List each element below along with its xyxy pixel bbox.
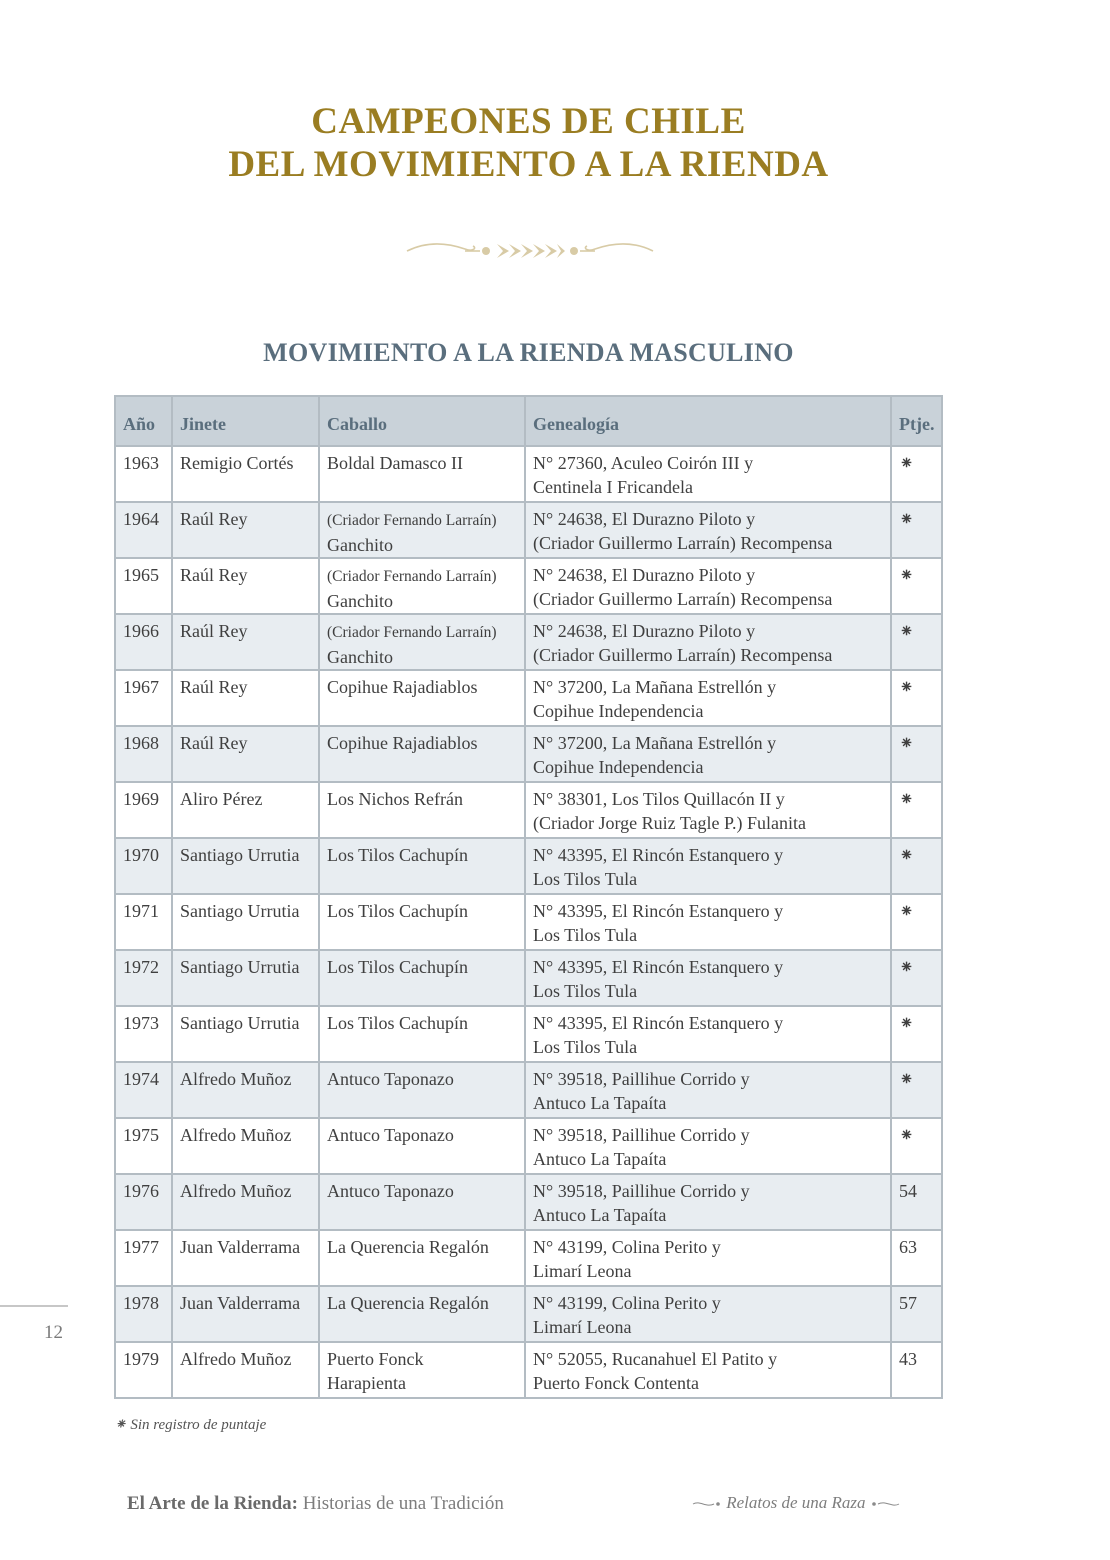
table-row	[115, 670, 942, 726]
cell-score	[891, 502, 942, 558]
cell-year	[115, 1118, 172, 1174]
horse-text: Copihue Rajadiablos	[327, 733, 478, 753]
horse-text: Los Tilos Cachupín	[327, 957, 469, 977]
genealogy-line2: Los Tilos Tula	[533, 981, 638, 1001]
cell-horse	[319, 1118, 525, 1174]
cell-genealogy	[525, 950, 891, 1006]
cell-score	[891, 1062, 942, 1118]
page-title-line1: CAMPEONES DE CHILE	[311, 101, 746, 142]
year-text: 1964	[123, 509, 159, 529]
cell-rider	[172, 838, 319, 894]
rider-text: Alfredo Muñoz	[180, 1125, 292, 1145]
cell-score	[891, 1118, 942, 1174]
table-header-row	[115, 396, 942, 446]
rider-text: Aliro Pérez	[180, 789, 263, 809]
cell-rider	[172, 1342, 319, 1398]
cell-rider	[172, 1230, 319, 1286]
score-text: ⁕	[899, 565, 915, 585]
score-text: ⁕	[899, 1069, 915, 1089]
genealogy-line1: N° 43395, El Rincón Estanquero y	[533, 901, 784, 921]
cell-rider	[172, 1006, 319, 1062]
table-row	[115, 614, 942, 670]
score-text: ⁕	[899, 957, 915, 977]
cell-genealogy	[525, 1118, 891, 1174]
header-rider: Jinete	[172, 396, 319, 446]
rider-text: Raúl Rey	[180, 677, 248, 697]
genealogy-line2: Limarí Leona	[533, 1261, 632, 1281]
cell-score	[891, 1286, 942, 1342]
footnote: ⁕ Sin registro de puntaje	[114, 1417, 267, 1433]
horse-text-line2: Harapienta	[327, 1373, 406, 1393]
rider-text: Santiago Urrutia	[180, 1013, 300, 1033]
table-row	[115, 502, 942, 558]
year-text: 1975	[123, 1125, 159, 1145]
score-text: ⁕	[899, 453, 915, 473]
cell-horse	[319, 1174, 525, 1230]
cell-year	[115, 1286, 172, 1342]
cell-horse	[319, 670, 525, 726]
genealogy-line1: N° 43199, Colina Perito y	[533, 1237, 721, 1257]
genealogy-line2: Los Tilos Tula	[533, 1037, 638, 1057]
genealogy-line1: N° 52055, Rucanahuel El Patito y	[533, 1349, 778, 1369]
cell-year	[115, 1062, 172, 1118]
cell-score	[891, 1174, 942, 1230]
genealogy-line2: Limarí Leona	[533, 1317, 632, 1337]
cell-year	[115, 782, 172, 838]
genealogy-line2: Copihue Independencia	[533, 701, 704, 721]
section-subtitle: MOVIMIENTO A LA RIENDA MASCULINO	[263, 338, 794, 367]
footer-flourish-right-icon	[870, 1499, 900, 1509]
cell-horse	[319, 614, 525, 670]
genealogy-line2: (Criador Guillermo Larraín) Recompensa	[533, 645, 833, 665]
horse-breeder-text: (Criador Fernando Larraín)	[327, 568, 497, 585]
genealogy-line1: N° 43395, El Rincón Estanquero y	[533, 1013, 784, 1033]
cell-horse	[319, 782, 525, 838]
cell-horse	[319, 1006, 525, 1062]
rider-text: Santiago Urrutia	[180, 901, 300, 921]
genealogy-line1: N° 24638, El Durazno Piloto y	[533, 509, 756, 529]
cell-rider	[172, 502, 319, 558]
horse-text: Los Tilos Cachupín	[327, 845, 469, 865]
horse-text: Copihue Rajadiablos	[327, 677, 478, 697]
cell-genealogy	[525, 1062, 891, 1118]
cell-rider	[172, 1174, 319, 1230]
footer-section-label: Relatos de una Raza	[726, 1493, 866, 1512]
cell-horse	[319, 558, 525, 614]
year-text: 1974	[123, 1069, 159, 1089]
rider-text: Santiago Urrutia	[180, 845, 300, 865]
score-text: 43	[899, 1349, 917, 1369]
cell-year	[115, 1174, 172, 1230]
cell-year	[115, 1006, 172, 1062]
footer-section	[692, 1493, 900, 1513]
score-text: ⁕	[899, 509, 915, 529]
page-number: 12	[44, 1322, 63, 1343]
horse-text: Boldal Damasco II	[327, 453, 463, 473]
horse-text: Antuco Taponazo	[327, 1069, 454, 1089]
cell-horse	[319, 894, 525, 950]
score-text: ⁕	[899, 789, 915, 809]
genealogy-line1: N° 39518, Paillihue Corrido y	[533, 1125, 750, 1145]
horse-text: Ganchito	[327, 591, 393, 611]
cell-genealogy	[525, 838, 891, 894]
year-text: 1977	[123, 1237, 159, 1257]
table-row	[115, 894, 942, 950]
score-text: 57	[899, 1293, 917, 1313]
cell-horse	[319, 446, 525, 502]
footer-book-title-bold: El Arte de la Rienda:	[127, 1493, 298, 1514]
page-title-line2: DEL MOVIMIENTO A LA RIENDA	[228, 144, 829, 185]
rider-text: Raúl Rey	[180, 565, 248, 585]
cell-genealogy	[525, 1286, 891, 1342]
rider-text: Alfredo Muñoz	[180, 1181, 292, 1201]
cell-genealogy	[525, 1174, 891, 1230]
cell-genealogy	[525, 1342, 891, 1398]
cell-score	[891, 894, 942, 950]
rider-text: Raúl Rey	[180, 621, 248, 641]
table-row	[115, 1174, 942, 1230]
table-row	[115, 838, 942, 894]
cell-score	[891, 1006, 942, 1062]
cell-rider	[172, 894, 319, 950]
rider-text: Santiago Urrutia	[180, 957, 300, 977]
genealogy-line2: Antuco La Tapaíta	[533, 1093, 667, 1113]
table-row	[115, 1286, 942, 1342]
footer-book-subtitle: Historias de una Tradición	[302, 1493, 504, 1514]
genealogy-line1: N° 43395, El Rincón Estanquero y	[533, 845, 784, 865]
cell-genealogy	[525, 670, 891, 726]
rider-text: Alfredo Muñoz	[180, 1349, 292, 1369]
cell-score	[891, 446, 942, 502]
horse-text: Los Tilos Cachupín	[327, 901, 469, 921]
cell-genealogy	[525, 894, 891, 950]
horse-text: Los Tilos Cachupín	[327, 1013, 469, 1033]
year-text: 1965	[123, 565, 159, 585]
genealogy-line2: Antuco La Tapaíta	[533, 1205, 667, 1225]
cell-genealogy	[525, 614, 891, 670]
rider-text: Remigio Cortés	[180, 453, 294, 473]
score-text: 54	[899, 1181, 917, 1201]
table-row	[115, 1342, 942, 1398]
genealogy-line1: N° 38301, Los Tilos Quillacón II y	[533, 789, 785, 809]
horse-text: Antuco Taponazo	[327, 1181, 454, 1201]
score-text: ⁕	[899, 677, 915, 697]
score-text: ⁕	[899, 901, 915, 921]
cell-score	[891, 950, 942, 1006]
score-text: ⁕	[899, 621, 915, 641]
ornament-divider-icon	[405, 236, 655, 266]
horse-text: La Querencia Regalón	[327, 1237, 489, 1257]
rider-text: Raúl Rey	[180, 733, 248, 753]
genealogy-line2: Los Tilos Tula	[533, 869, 638, 889]
horse-breeder-text: (Criador Fernando Larraín)	[327, 624, 497, 641]
cell-genealogy	[525, 782, 891, 838]
horse-text: Ganchito	[327, 535, 393, 555]
genealogy-line2: Copihue Independencia	[533, 757, 704, 777]
genealogy-line2: Puerto Fonck Contenta	[533, 1373, 699, 1393]
genealogy-line1: N° 24638, El Durazno Piloto y	[533, 565, 756, 585]
cell-year	[115, 726, 172, 782]
page-number-rule	[0, 1305, 68, 1307]
genealogy-line2: (Criador Guillermo Larraín) Recompensa	[533, 589, 833, 609]
cell-genealogy	[525, 726, 891, 782]
cell-year	[115, 1342, 172, 1398]
cell-score	[891, 838, 942, 894]
genealogy-line1: N° 37200, La Mañana Estrellón y	[533, 677, 777, 697]
horse-breeder-text: (Criador Fernando Larraín)	[327, 512, 497, 529]
header-year: Año	[115, 396, 172, 446]
cell-rider	[172, 1062, 319, 1118]
footer-book-title	[127, 1493, 504, 1515]
genealogy-line1: N° 39518, Paillihue Corrido y	[533, 1069, 750, 1089]
year-text: 1979	[123, 1349, 159, 1369]
cell-genealogy	[525, 502, 891, 558]
cell-score	[891, 614, 942, 670]
rider-text: Alfredo Muñoz	[180, 1069, 292, 1089]
genealogy-line2: (Criador Jorge Ruiz Tagle P.) Fulanita	[533, 813, 807, 833]
cell-rider	[172, 446, 319, 502]
genealogy-line2: (Criador Guillermo Larraín) Recompensa	[533, 533, 833, 553]
rider-text: Juan Valderrama	[180, 1237, 301, 1257]
horse-text: Antuco Taponazo	[327, 1125, 454, 1145]
table-row	[115, 1006, 942, 1062]
genealogy-line1: N° 39518, Paillihue Corrido y	[533, 1181, 750, 1201]
rider-text: Juan Valderrama	[180, 1293, 301, 1313]
score-text: ⁕	[899, 1125, 915, 1145]
cell-rider	[172, 558, 319, 614]
cell-horse	[319, 838, 525, 894]
footer-flourish-left-icon	[692, 1499, 722, 1509]
cell-genealogy	[525, 558, 891, 614]
header-genealogy: Genealogía	[525, 396, 891, 446]
cell-horse	[319, 1062, 525, 1118]
horse-text: Puerto Fonck	[327, 1349, 424, 1369]
cell-rider	[172, 950, 319, 1006]
table-row	[115, 558, 942, 614]
genealogy-line1: N° 37200, La Mañana Estrellón y	[533, 733, 777, 753]
cell-year	[115, 838, 172, 894]
cell-score	[891, 726, 942, 782]
cell-year	[115, 950, 172, 1006]
table-row	[115, 1118, 942, 1174]
rider-text: Raúl Rey	[180, 509, 248, 529]
table-row	[115, 726, 942, 782]
cell-score	[891, 558, 942, 614]
score-text: ⁕	[899, 1013, 915, 1033]
cell-genealogy	[525, 446, 891, 502]
header-horse: Caballo	[319, 396, 525, 446]
genealogy-line1: N° 43395, El Rincón Estanquero y	[533, 957, 784, 977]
year-text: 1966	[123, 621, 159, 641]
table-row	[115, 1230, 942, 1286]
horse-text: Los Nichos Refrán	[327, 789, 463, 809]
cell-year	[115, 614, 172, 670]
genealogy-line1: N° 27360, Aculeo Coirón III y	[533, 453, 754, 473]
cell-horse	[319, 1342, 525, 1398]
genealogy-line2: Centinela I Fricandela	[533, 477, 693, 497]
year-text: 1968	[123, 733, 159, 753]
cell-rider	[172, 782, 319, 838]
cell-year	[115, 558, 172, 614]
page-title	[0, 100, 1057, 186]
cell-horse	[319, 1286, 525, 1342]
table-row	[115, 950, 942, 1006]
year-text: 1971	[123, 901, 159, 921]
table-row	[115, 782, 942, 838]
genealogy-line1: N° 24638, El Durazno Piloto y	[533, 621, 756, 641]
cell-horse	[319, 502, 525, 558]
champions-table	[114, 395, 943, 1399]
cell-horse	[319, 726, 525, 782]
cell-genealogy	[525, 1230, 891, 1286]
genealogy-line2: Los Tilos Tula	[533, 925, 638, 945]
cell-horse	[319, 950, 525, 1006]
header-score: Ptje.	[891, 396, 942, 446]
score-text: 63	[899, 1237, 917, 1257]
score-text: ⁕	[899, 845, 915, 865]
year-text: 1969	[123, 789, 159, 809]
cell-score	[891, 1342, 942, 1398]
year-text: 1978	[123, 1293, 159, 1313]
horse-text: La Querencia Regalón	[327, 1293, 489, 1313]
cell-year	[115, 670, 172, 726]
year-text: 1970	[123, 845, 159, 865]
horse-text: Ganchito	[327, 647, 393, 667]
genealogy-line2: Antuco La Tapaíta	[533, 1149, 667, 1169]
cell-genealogy	[525, 1006, 891, 1062]
cell-year	[115, 446, 172, 502]
score-text: ⁕	[899, 733, 915, 753]
cell-rider	[172, 726, 319, 782]
cell-score	[891, 1230, 942, 1286]
cell-rider	[172, 1286, 319, 1342]
cell-year	[115, 894, 172, 950]
cell-score	[891, 670, 942, 726]
cell-year	[115, 1230, 172, 1286]
table-row	[115, 446, 942, 502]
cell-score	[891, 782, 942, 838]
year-text: 1973	[123, 1013, 159, 1033]
year-text: 1976	[123, 1181, 159, 1201]
year-text: 1967	[123, 677, 159, 697]
cell-year	[115, 502, 172, 558]
cell-horse	[319, 1230, 525, 1286]
year-text: 1963	[123, 453, 159, 473]
cell-rider	[172, 1118, 319, 1174]
genealogy-line1: N° 43199, Colina Perito y	[533, 1293, 721, 1313]
cell-rider	[172, 614, 319, 670]
table-row	[115, 1062, 942, 1118]
year-text: 1972	[123, 957, 159, 977]
cell-rider	[172, 670, 319, 726]
